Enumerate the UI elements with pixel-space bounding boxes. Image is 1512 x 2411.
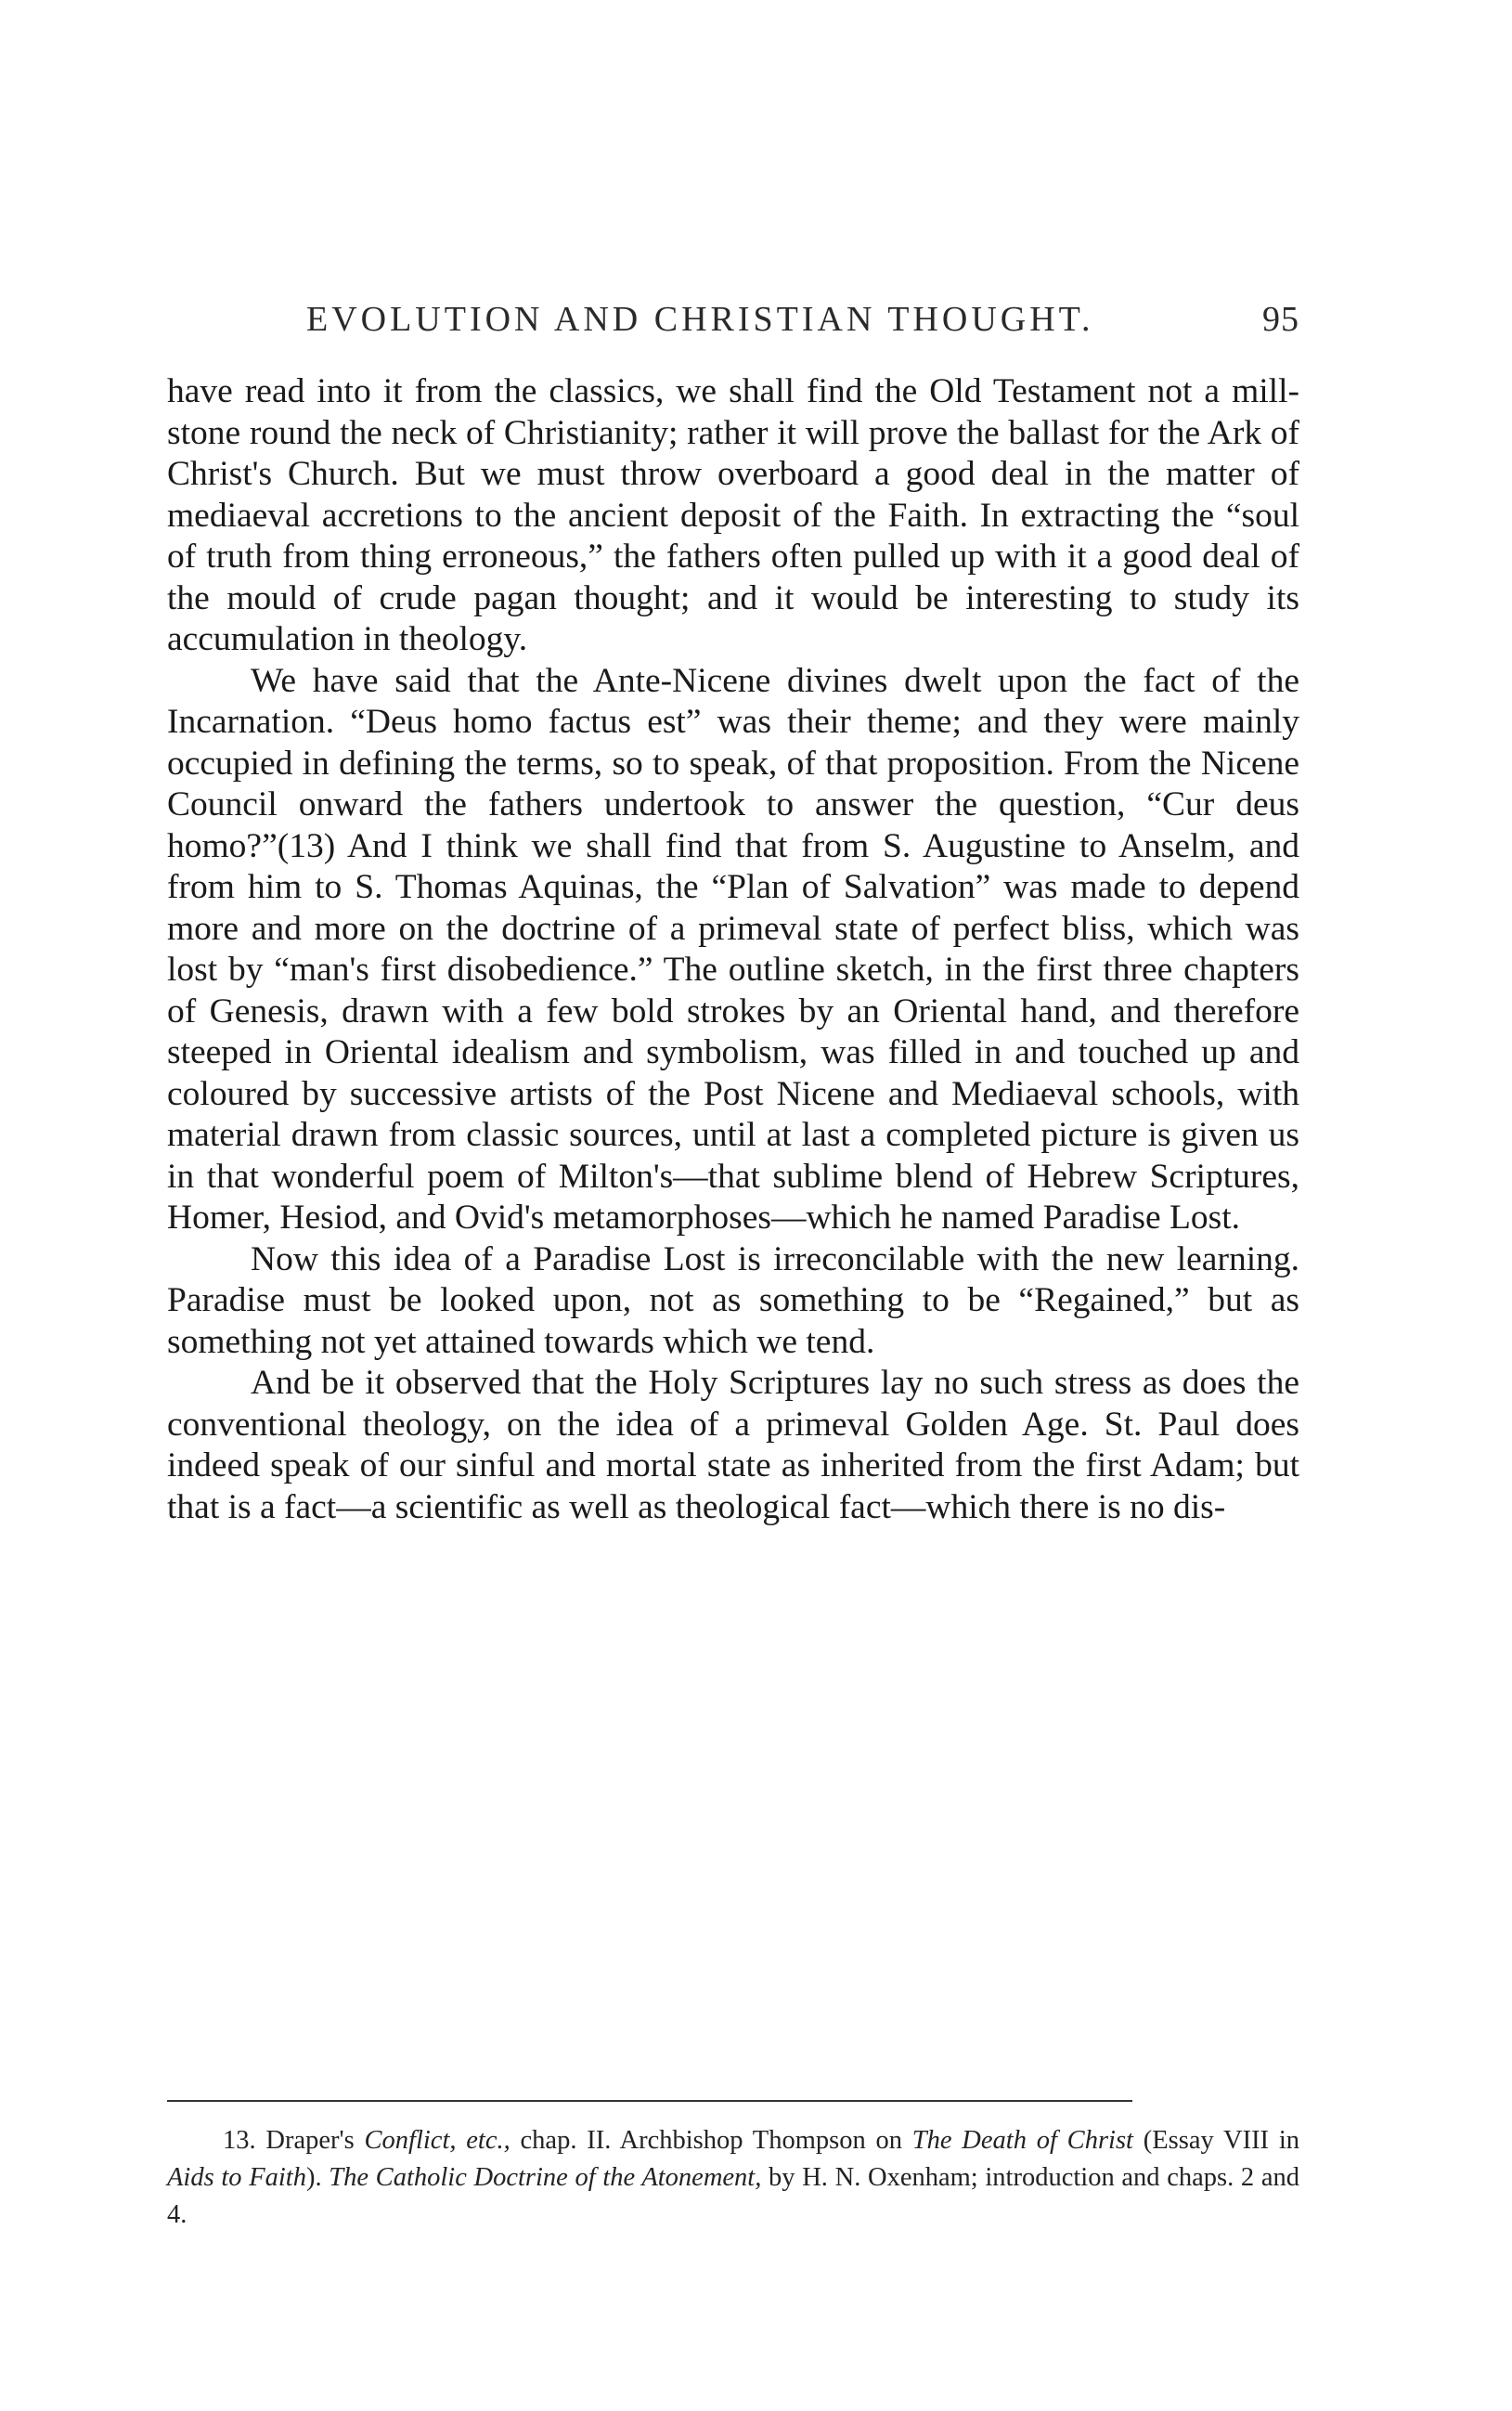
paragraph-continued: have read into it from the classics, we shall find the Old Testament not a mill-stone round the neck of Christianity; rather it will prove the ballast for the Ark of Christ's Church. But we must throw overboard a good deal in the matter of mediaeval accretions to the ancient deposit of the Faith. In extracting the “soul of truth from thing erroneous,” the fathers often pulled up with it a good deal of the mould of crude pagan thought; and it would be interesting to study its accumulation in theology.: [167, 372, 1299, 658]
running-head-title: EVOLUTION AND CHRISTIAN THOUGHT.: [306, 300, 1094, 339]
footnote-segment: 13. Draper's: [223, 2126, 365, 2155]
footnote-segment-italic: Conflict, etc.,: [364, 2126, 510, 2155]
paragraph: We have said that the Ante-Nicene divines dwelt upon the fact of the Incarnation. “Deus homo factus est” was their theme; and they were mainly occupied in defining the terms, so to speak, of that proposition. From the Nicene Council onward the fathers undertook to answer the question, “Cur deus homo?”(13) And I think we shall find that from S. Augustine to Anselm, and from him to S. Thomas Aquinas, the “Plan of Salvation” was made to depend more and more on the doctrine of a primeval state of perfect bliss, which was lost by “man's first disobedience.” The outline sketch, in the first three chapters of Genesis, drawn with a few bold strokes by an Oriental hand, and therefore steeped in Oriental idealism and symbolism, was filled in and touched up and coloured by successive artists of the Post Nicene and Mediaeval schools, with material drawn from classic sources, until at last a completed picture is given us in that wonderful poem of Milton's—that sublime blend of Hebrew Scriptures, Homer, Hesiod, and Ovid's metamorphoses—which he named Paradise Lost.: [167, 661, 1299, 1237]
page-number: 95: [1262, 300, 1299, 339]
footnote-segment: chap. II. Archbishop Thompson on: [510, 2126, 912, 2155]
footnote-segment-italic: The Catholic Doctrine of the Atonement,: [329, 2163, 762, 2192]
footnote-segment-italic: Aids to Faith: [167, 2163, 306, 2192]
footnote-13: [167, 2122, 1299, 2234]
footnote-segment: ).: [305, 2163, 330, 2192]
footnotes: [167, 2122, 1299, 2234]
footnote-segment: by H. N. Oxenham; introduction and chaps. 2 and 4.: [167, 2163, 1299, 2229]
paragraph: Now this idea of a Paradise Lost is irreconcilable with the new learning. Paradise must be looked upon, not as something to be “Regained,” but as something not yet attained towards which we tend.: [167, 1239, 1299, 1361]
paragraph: And be it observed that the Holy Scriptures lay no such stress as does the conventional theology, on the idea of a primeval Golden Age. St. Paul does indeed speak of our sinful and mortal state as inherited from the first Adam; but that is a fact—a scientific as well as theological fact—which there is no dis-: [167, 1364, 1299, 1526]
body-text: [167, 371, 1299, 1528]
footnote-segment: (Essay VIII in: [1132, 2126, 1299, 2155]
footnote-segment-italic: The Death of Christ: [911, 2126, 1133, 2155]
footnote-divider: [167, 2100, 1132, 2102]
running-head: [306, 299, 1299, 345]
